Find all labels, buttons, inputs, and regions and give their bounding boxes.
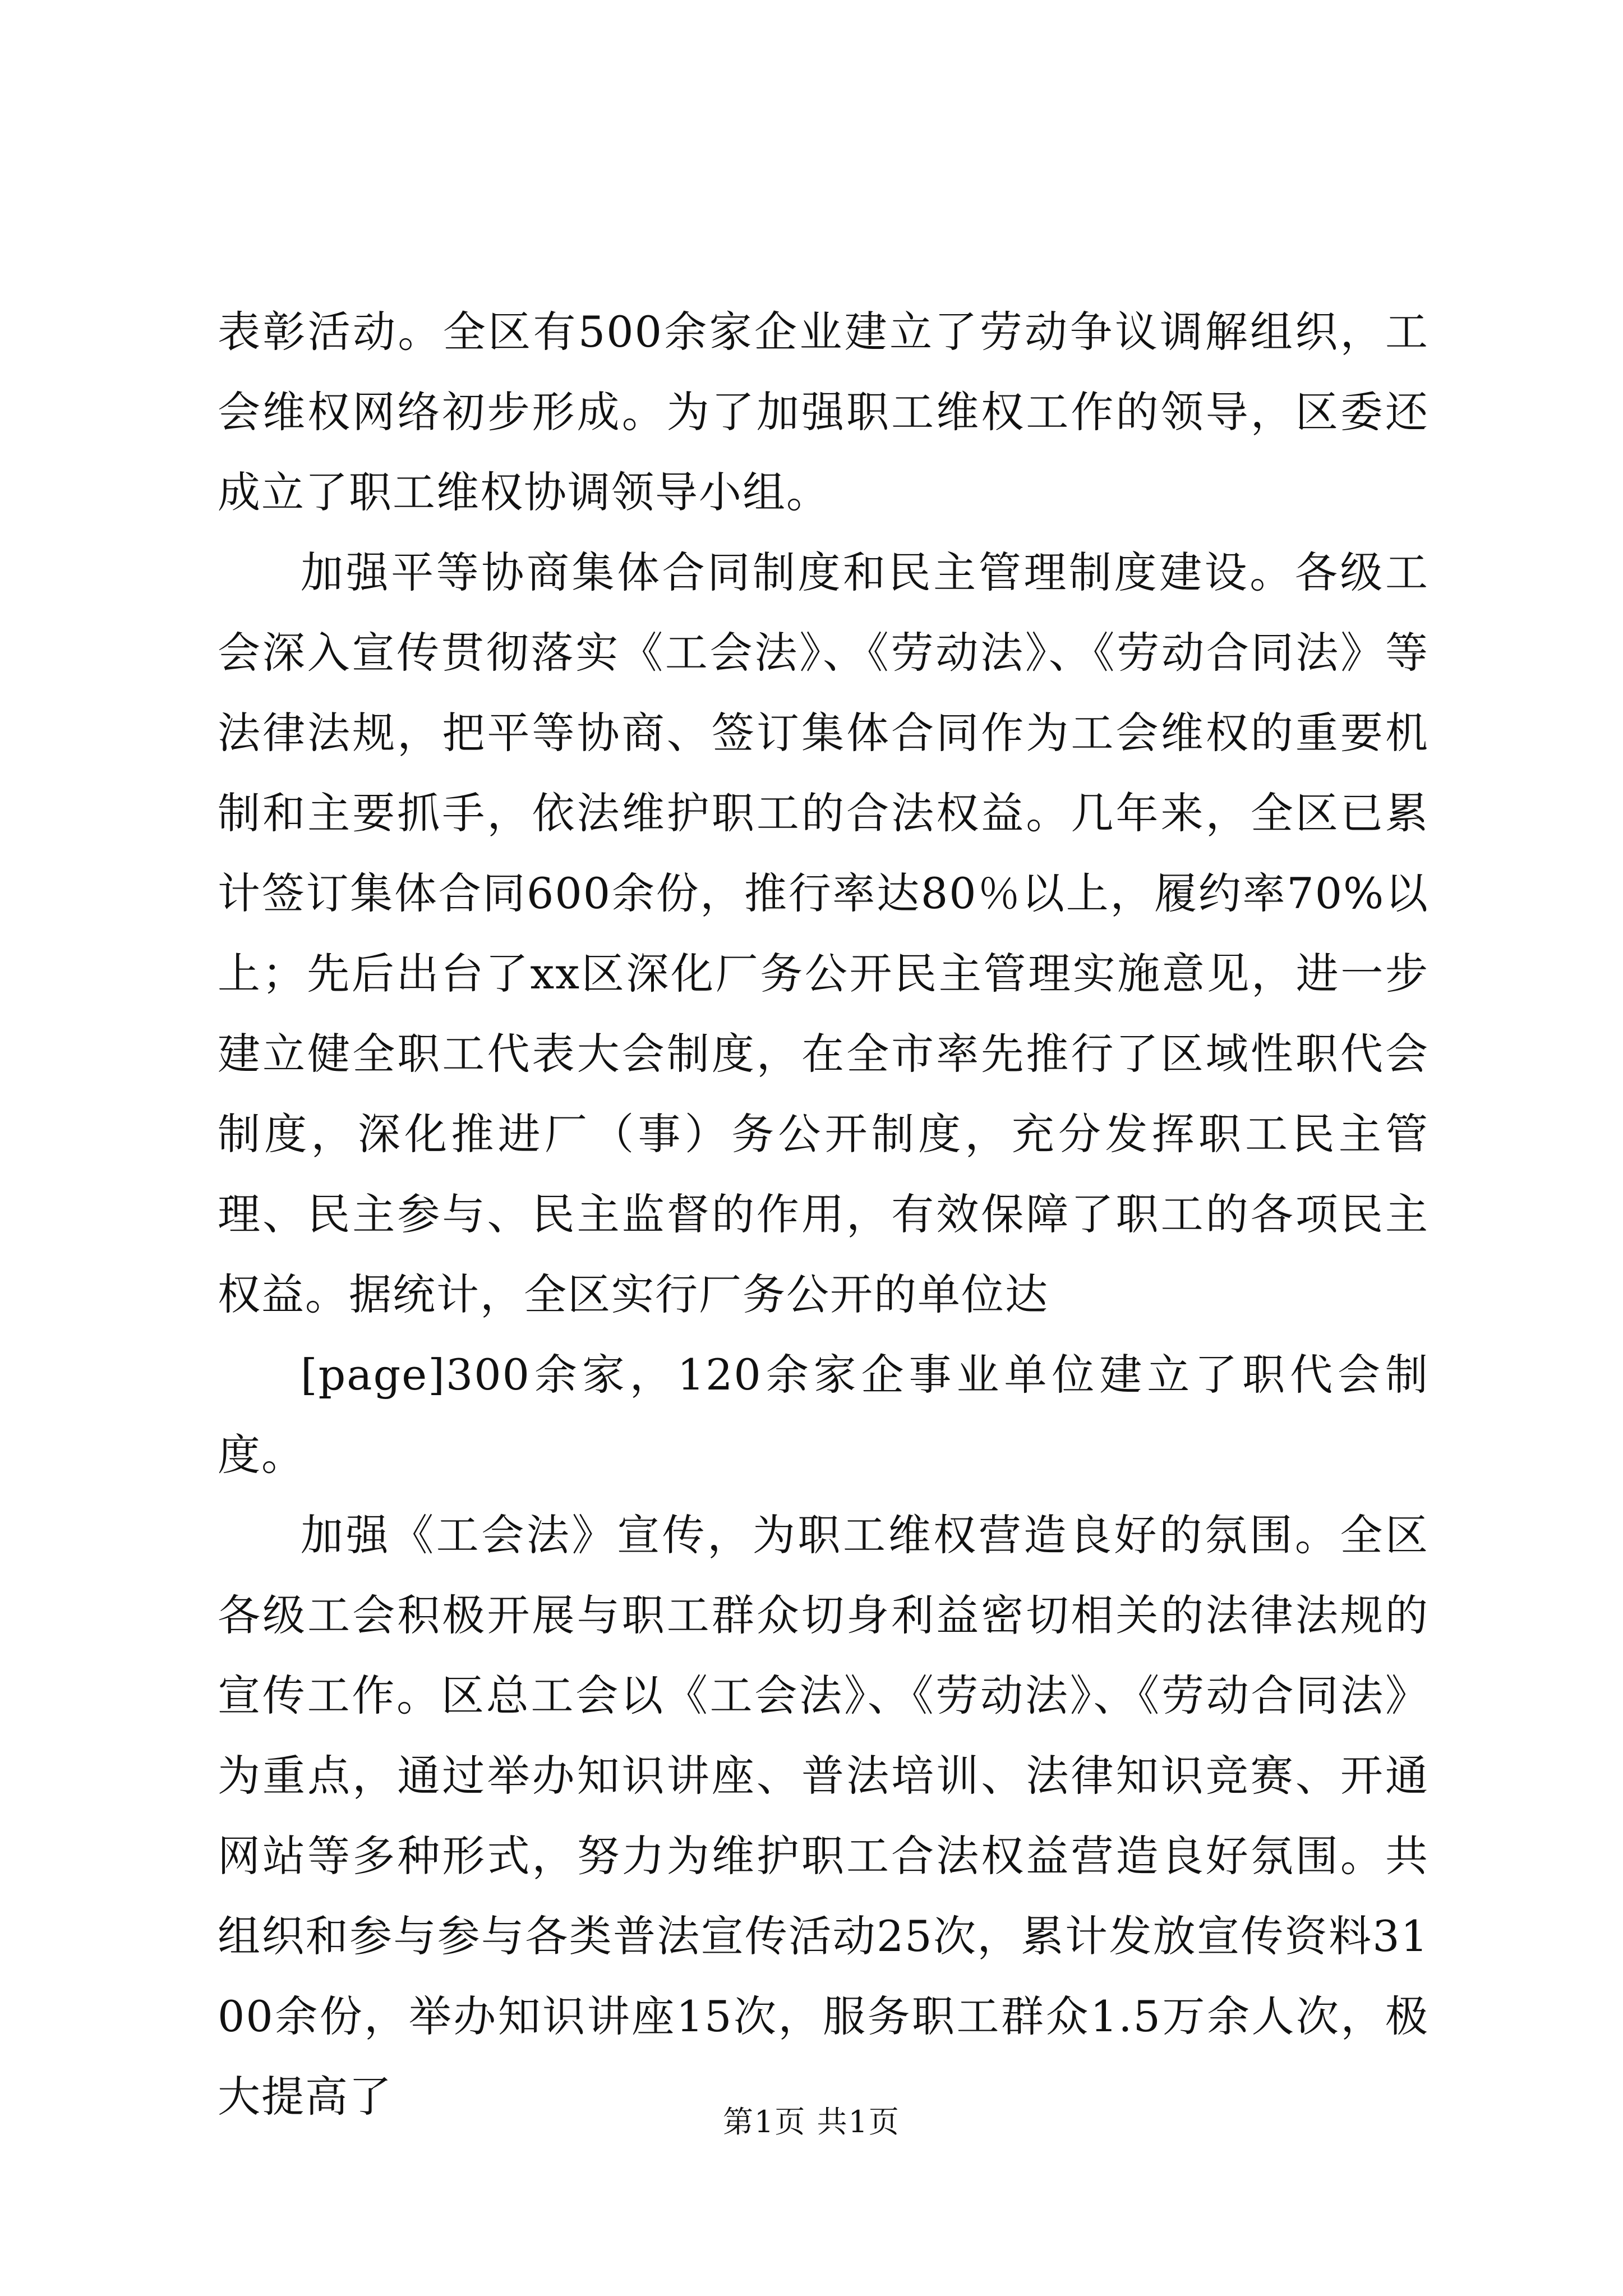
paragraph-1: 表彰活动。全区有500余家企业建立了劳动争议调解组织，工会维权网络初步形成。为了加强职工维权工作的领导，区委还成立了职工维权协调领导小组。 — [218, 307, 1429, 517]
page-footer: 第1页 共1页 — [723, 2104, 900, 2139]
paragraph-4: 加强《工会法》宣传，为职工维权营造良好的氛围。全区各级工会积极开展与职工群众切身利益密切相关的法律法规的宣传工作。区总工会以《工会法》、《劳动法》、《劳动合同法》为重点，通过举办知识讲座、普法培训、法律知识竞赛、开通网站等多种形式，努力为维护职工合法权益营造良好氛围。共组织和参与参与各类普法宣传活动25次，累计发放宣传资料3100余份，举办知识讲座15次，服务职工群众1.5万余人次，极大提高了 — [218, 1510, 1429, 2122]
paragraph-2: 加强平等协商集体合同制度和民主管理制度建设。各级工会深入宣传贯彻落实《工会法》、《劳动法》、《劳动合同法》等法律法规，把平等协商、签订集体合同作为工会维权的重要机制和主要抓手，依法维护职工的合法权益。几年来，全区已累计签订集体合同600余份，推行率达80％以上，履约率70%以上；先后出台了xx区深化厂务公开民主管理实施意见，进一步建立健全职工代表大会制度，在全市率先推行了区域性职代会制度，深化推进厂（事）务公开制度，充分发挥职工民主管理、民主参与、民主监督的作用，有效保障了职工的各项民主权益。据统计，全区实行厂务公开的单位达 — [218, 547, 1429, 1319]
paragraph-3: [page]300余家，120余家企事业单位建立了职代会制度。 — [218, 1350, 1429, 1480]
document-body — [218, 292, 1429, 2137]
